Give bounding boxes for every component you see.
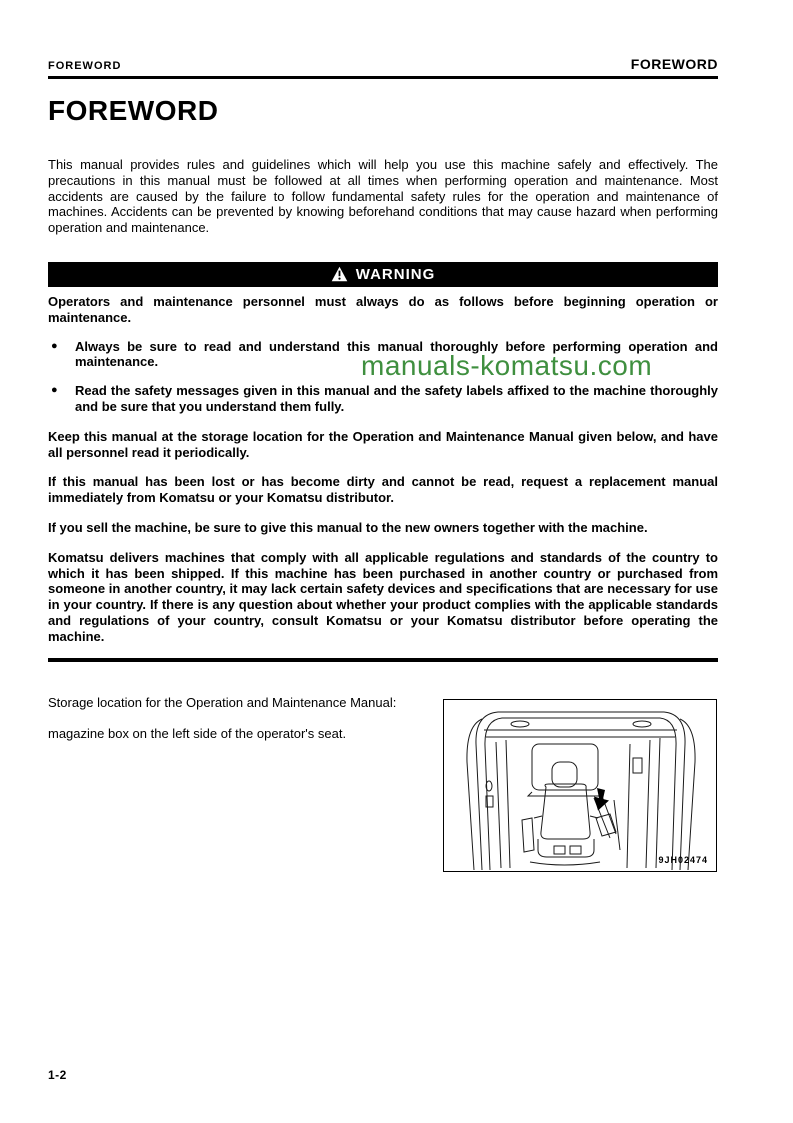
storage-location-section <box>48 695 718 875</box>
body-paragraph: If you sell the machine, be sure to give this manual to the new owners together with the machine. <box>48 519 648 535</box>
warning-label: WARNING <box>355 265 436 283</box>
warning-lead-paragraph: Operators and maintenance personnel must always do as follows before beginning operation or maintenance. <box>48 293 718 325</box>
page-content <box>48 0 718 875</box>
body-paragraph: Komatsu delivers machines that comply with all applicable regulations and standards of the country to which it has been shipped. If this machine has been purchased in another country or purchased from someone in another country, it may lack certain safety devices and specifications that are necessary for use in your country. If there is any question about whether your product complies with the applicable standards and regulations of your country, consult Komatsu or your Komatsu distributor before operating the machine. <box>48 549 718 644</box>
bullet-icon: ● <box>51 384 58 397</box>
running-header <box>48 56 718 79</box>
page-number: 1-2 <box>48 1068 67 1082</box>
bullet-text: Read the safety messages given in this manual and the safety labels affixed to the machine thoroughly and be sure that you understand them fully. <box>75 383 718 414</box>
warning-banner <box>48 262 718 287</box>
cab-seat-drawing <box>444 700 716 871</box>
figure-code-label: 9JH02474 <box>658 854 708 865</box>
body-paragraph: If this manual has been lost or has become dirty and cannot be read, request a replacement manual immediately from Komatsu or your Komatsu distributor. <box>48 474 718 506</box>
list-item <box>48 383 718 415</box>
storage-location-line1: Storage location for the Operation and Maintenance Manual: <box>48 694 397 710</box>
storage-location-line2: magazine box on the left side of the operator's seat. <box>48 725 347 741</box>
body-paragraph: Keep this manual at the storage location for the Operation and Maintenance Manual given below, and have all personnel read it periodically. <box>48 428 718 460</box>
bullet-text: Always be sure to read and understand this manual thoroughly before performing operation and maintenance. <box>75 338 718 370</box>
section-divider <box>48 658 718 662</box>
header-left-label: FOREWORD <box>48 60 122 72</box>
header-right-label: FOREWORD <box>630 56 718 72</box>
storage-location-figure <box>443 699 717 872</box>
bullet-icon: ● <box>51 339 58 352</box>
warning-triangle-icon <box>331 266 348 282</box>
watermark-text: manuals-komatsu.com <box>361 350 653 381</box>
intro-paragraph: This manual provides rules and guidelines which will help you use this machine safely and effectively. The precautions in this manual must be followed at all times when performing operation and maintenance. Most accidents are caused by the failure to follow fundamental safety rules for the operation and maintenance of machines. Accidents can be prevented by knowing beforehand conditions that may cause hazard when performing operation and maintenance. <box>48 157 718 236</box>
page-title: FOREWORD <box>48 95 219 126</box>
